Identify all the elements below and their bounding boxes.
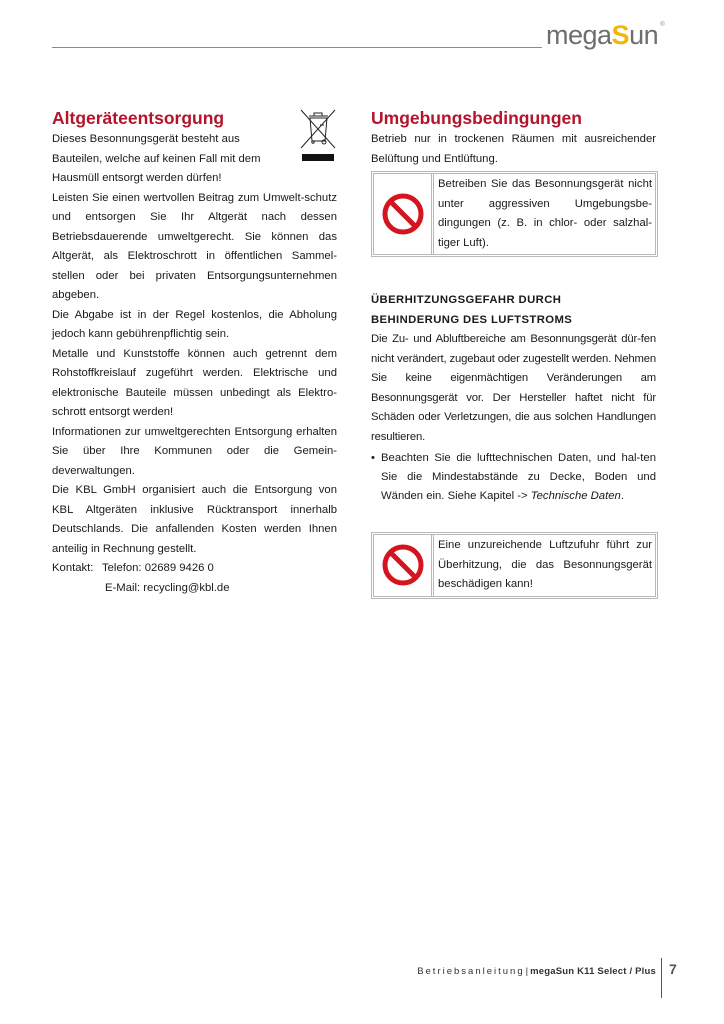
disposal-paragraph: Informationen zur umweltgerechten Entsorgung erhalten Sie über Ihre Kommunen oder die Gemein-deverwaltungen.	[52, 425, 337, 477]
technical-data-reference[interactable]: Technische Daten	[530, 490, 621, 502]
disposal-intro-text: Dieses Besonnungsgerät besteht aus Bauteilen, welche auf keinen Fall mit dem Hausmüll entsorgt werden dürfen!	[52, 133, 261, 184]
environment-heading: Umgebungsbedingungen	[371, 108, 582, 128]
logo-prefix: mega	[546, 20, 612, 50]
contact-phone: Telefon: 02689 9426 0	[102, 562, 214, 574]
logo-accent: S	[611, 20, 630, 50]
warning-box-air-supply	[371, 532, 658, 599]
crossed-out-wheelie-bin-icon	[299, 108, 337, 164]
footer-separator: |	[525, 966, 529, 977]
prohibition-icon	[381, 543, 425, 587]
page-number: 7	[669, 961, 677, 977]
overheating-heading-line2: BEHINDERUNG DES LUFTSTROMS	[371, 313, 573, 326]
warning-box-aggressive-environment	[371, 171, 658, 257]
disposal-section	[52, 106, 337, 598]
header-rule	[52, 47, 542, 48]
warning-icon-cell	[374, 535, 434, 596]
disposal-paragraph: Metalle und Kunststoffe können auch getrennt dem Rohstoffkreislauf zugeführt werden. Elektrische und elektronische Bauteile müssen unbedingt als Elektro-schrott entsorgt werden!	[52, 347, 337, 418]
environment-intro: Betrieb nur in trockenen Räumen mit ausreichender Belüftung und Entlüftung.	[371, 133, 656, 165]
disposal-paragraph: Die KBL GmbH organisiert auch die Entsorgung von KBL Altgeräten inklusive Rücktransport innerhalb Deutschlands. Die anfallenden Kosten werden Ihnen anteilig in Rechnung gestellt.	[52, 484, 337, 555]
page-footer	[417, 966, 656, 977]
bullet-item	[371, 449, 656, 506]
bullet-suffix: .	[620, 490, 624, 502]
bullet-marker: •	[371, 452, 375, 464]
footer-product-name: megaSun K11 Select / Plus	[530, 966, 656, 977]
contact-label: Kontakt:	[52, 562, 94, 574]
footer-divider	[661, 958, 662, 998]
warning-text: Betreiben Sie das Besonnungsgerät nicht unter aggressiven Umgebungsbe-dingungen (z. B. in chlor- oder salzhal-tiger Luft).	[438, 178, 652, 249]
environment-section	[371, 106, 656, 599]
overheating-heading-line1: ÜBERHITZUNGSGEFAHR DURCH	[371, 294, 562, 306]
registered-mark: ®	[660, 22, 665, 28]
logo-suffix: un	[629, 20, 659, 50]
warning-text: Eine unzureichende Luftzufuhr führt zur Überhitzung, die das Besonnungsgerät beschädigen kann!	[438, 539, 652, 590]
overheating-paragraph: Die Zu- und Abluftbereiche am Besonnungsgerät dür-fen nicht verändert, zugebaut oder zugestellt werden. Nehmen Sie keine eigenmächtigen Veränderungen am Besonnungsgerät vor. Der Hersteller haftet nicht für Schäden oder Verletzungen, die aus solchen Handlungen resultieren.	[371, 333, 656, 443]
disposal-paragraph: Leisten Sie einen wertvollen Beitrag zum Umwelt-schutz und entsorgen Sie Ihr Altgerät nach dessen Betriebsdauerende umweltgerecht. Sie können das Altgerät, als Elektroschrott in öffentlichen Sammel-stellen oder bei privaten Entsorgungsunternehmen abgeben.	[52, 191, 337, 301]
bullet-text	[381, 449, 656, 506]
spacer	[371, 257, 656, 291]
contact-phone-row	[52, 559, 337, 579]
disposal-intro	[52, 130, 337, 189]
disposal-heading: Altgeräteentsorgung	[52, 108, 225, 128]
prohibition-icon	[381, 192, 425, 236]
disposal-paragraph: Die Abgabe ist in der Regel kostenlos, die Abholung jedoch kann gebührenpflichtig sein.	[52, 308, 337, 340]
warning-icon-cell	[374, 174, 434, 254]
megasun-logo	[546, 20, 665, 51]
contact-email: E-Mail: recycling@kbl.de	[105, 581, 230, 594]
bullet-body: Beachten Sie die lufttechnischen Daten, und hal-ten Sie die Mindestabstände zu Decke, Boden und Wänden ein. Siehe Kapitel ->	[381, 452, 656, 502]
footer-doc-type: Betriebsanleitung	[417, 966, 525, 977]
spacer	[371, 506, 656, 530]
